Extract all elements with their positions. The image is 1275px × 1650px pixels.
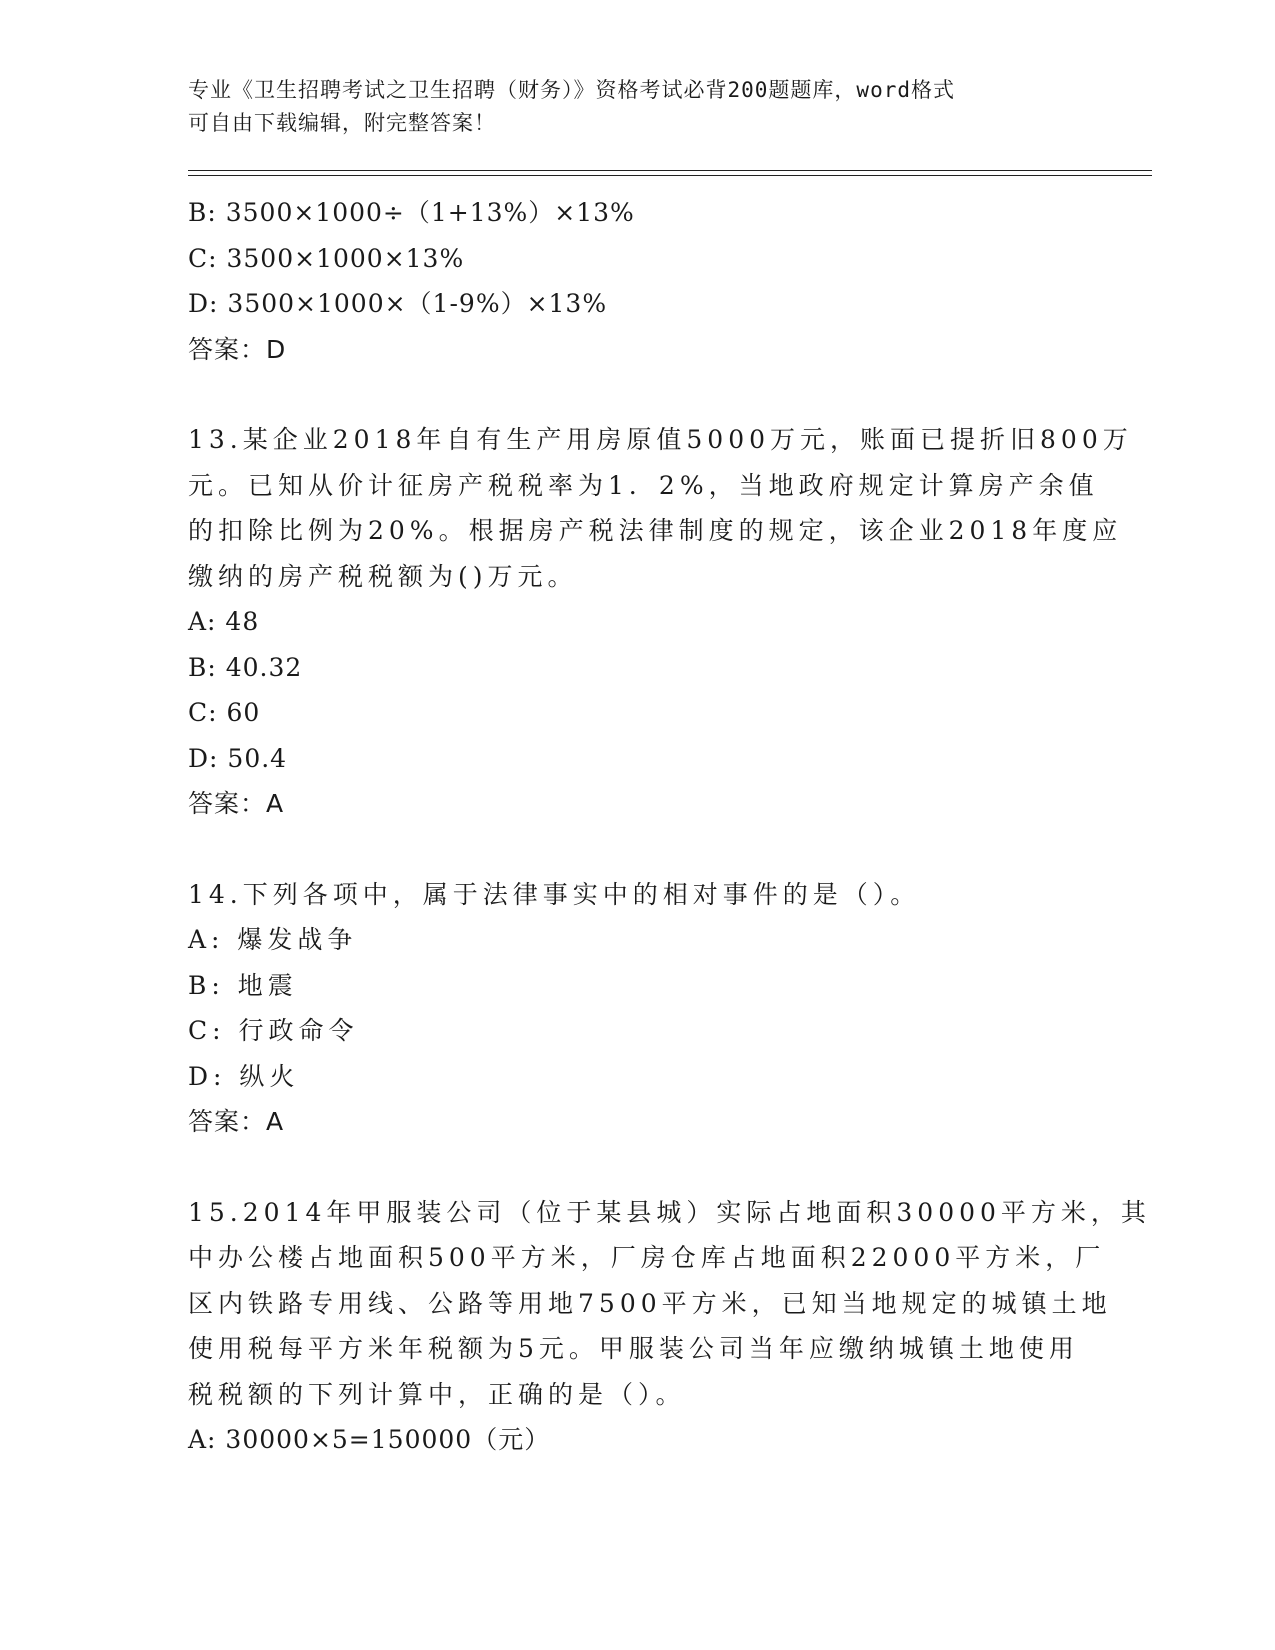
answer: 答案：D	[188, 334, 287, 364]
option-d: D: 50.4	[188, 743, 288, 773]
question-text-line: 使用税每平方米年税额为5元。甲服装公司当年应缴纳城镇土地使用	[188, 1334, 1079, 1363]
option-d: D: 3500×1000×（1-9%）×13%	[188, 289, 608, 318]
option-d: D: 纵火	[188, 1061, 300, 1091]
document-header	[188, 74, 1068, 140]
option-c: C: 60	[188, 698, 261, 727]
header-line-2: 可自由下载编辑，附完整答案！	[188, 111, 496, 135]
question-14	[188, 872, 1088, 1145]
question-13	[188, 417, 1133, 827]
header-line-1: 专业《卫生招聘考试之卫生招聘（财务）》资格考试必背200题题库，word格式	[188, 78, 955, 102]
answer: 答案：A	[188, 1107, 285, 1136]
option-a: A: 48	[188, 607, 260, 636]
option-a: A: 爆发战争	[188, 925, 358, 954]
question-text-line: 15.2014年甲服装公司（位于某县城）实际占地面积30000平方米，其	[188, 1197, 1151, 1227]
question-text-line: 缴纳的房产税税额为()万元。	[188, 561, 578, 591]
option-c: C: 行政命令	[188, 1016, 359, 1045]
question-text-line: 区内铁路专用线、公路等用地7500平方米，已知当地规定的城镇土地	[188, 1288, 1112, 1318]
answer: 答案：A	[188, 789, 285, 818]
question-text-line: 14.下列各项中，属于法律事实中的相对事件的是（）。	[188, 879, 921, 909]
option-c: C: 3500×1000×13%	[188, 243, 465, 273]
option-b: B: 40.32	[188, 652, 303, 682]
question-content	[188, 190, 1151, 1463]
question-text-line: 13.某企业2018年自有生产用房原值5000万元，账面已提折旧800万	[188, 425, 1133, 454]
header-rule-top	[188, 170, 1152, 171]
question-text-line: 元。已知从价计征房产税税率为1．2%，当地政府规定计算房产余值	[188, 470, 1099, 500]
question-12-tail	[188, 190, 1088, 372]
option-a: A: 30000×5=150000（元）	[188, 1425, 551, 1454]
option-b: B: 3500×1000÷（1+13%）×13%	[188, 198, 635, 227]
question-text-line: 的扣除比例为20%。根据房产税法律制度的规定，该企业2018年度应	[188, 516, 1123, 545]
question-text-line: 税税额的下列计算中，正确的是（）。	[188, 1379, 686, 1409]
header-rule-bottom	[188, 175, 1152, 176]
question-15	[188, 1190, 1151, 1463]
option-b: B: 地震	[188, 970, 298, 1000]
question-text-line: 中办公楼占地面积500平方米，厂房仓库占地面积22000平方米，厂	[188, 1243, 1106, 1272]
